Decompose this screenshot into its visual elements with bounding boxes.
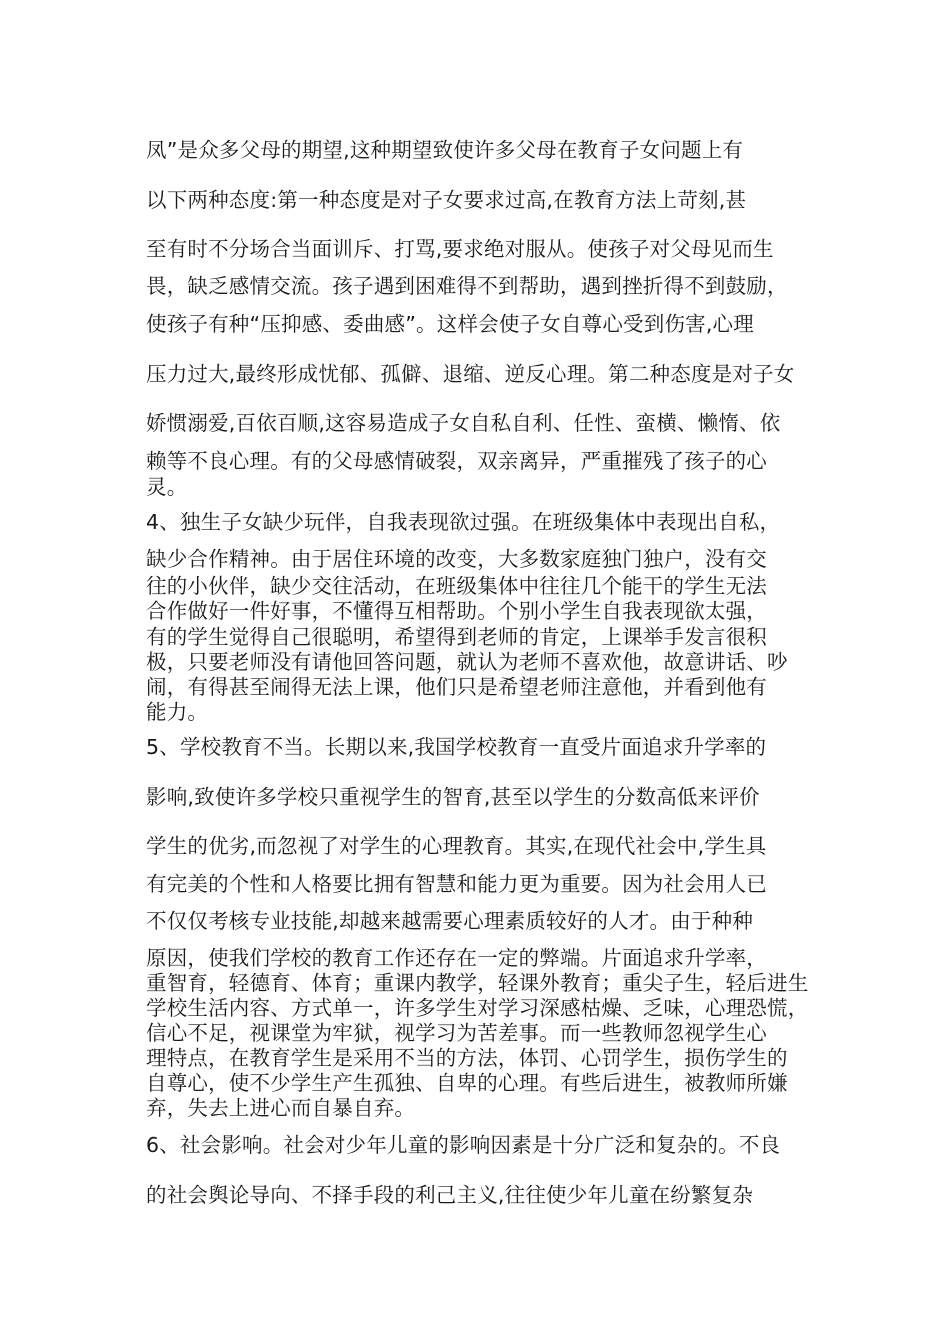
text-line: 学校生活内容、方式单一，许多学生对学习深感枯燥、乏味，心理恐慌， (146, 996, 809, 1020)
text-line: 有的学生觉得自己很聪明，希望得到老师的肯定，上课举手发言很积 (146, 625, 767, 649)
text-line: 重智育，轻德育、体育；重课内教学，轻课外教育；重尖子生，轻后进生 (146, 971, 809, 995)
text-line: 压力过大,最终形成忧郁、孤僻、退缩、逆反心理。第二种态度是对子女 (146, 362, 795, 386)
text-line: 娇惯溺爱,百依百顺,这容易造成子女自私自利、任性、蛮横、懒惰、依 (146, 411, 781, 435)
text-line: 闹，有得甚至闹得无法上课，他们只是希望老师注意他，并看到他有 (146, 675, 767, 699)
text-line: 能力。 (146, 700, 209, 724)
text-line: 灵。 (146, 475, 188, 499)
text-line: 影响,致使许多学校只重视学生的智育,甚至以学生的分数高低来评价 (146, 785, 760, 809)
text-line: 自尊心，使不少学生产生孤独、自卑的心理。有些后进生，被教师所嫌 (146, 1071, 788, 1095)
text-line: 使孩子有种“压抑感、委曲感”。这样会使子女自尊心受到伤害,心理 (146, 312, 754, 336)
text-line: 理特点，在教育学生是采用不当的方法，体罚、心罚学生，损伤学生的 (146, 1046, 788, 1070)
text-line: 极，只要老师没有请他回答问题，就认为老师不喜欢他，故意讲话、吵 (146, 650, 788, 674)
text-line: 畏，缺乏感情交流。孩子遇到困难得不到帮助，遇到挫折得不到鼓励， (146, 274, 788, 298)
text-line: 合作做好一件好事，不懂得互相帮助。个别小学生自我表现欲太强， (146, 599, 767, 623)
text-line: 有完美的个性和人格要比拥有智慧和能力更为重要。因为社会用人已 (146, 872, 767, 896)
section-6-heading: 6、社会影响。社会对少年儿童的影响因素是十分广泛和复杂的。不良 (146, 1133, 781, 1157)
text-line: 原因，使我们学校的教育工作还存在一定的弊端。片面追求升学率， (146, 946, 767, 970)
text-line: 不仅仅考核专业技能,却越来越需要心理素质较好的人才。由于种种 (146, 909, 754, 933)
text-line: 以下两种态度:第一种态度是对子女要求过高,在教育方法上苛刻,甚 (146, 188, 747, 212)
text-line: 凤”是众多父母的期望,这种期望致使许多父母在教育子女问题上有 (146, 138, 744, 162)
text-line: 往的小伙伴，缺少交往活动，在班级集体中往往几个能干的学生无法 (146, 574, 767, 598)
text-line: 信心不足，视课堂为牢狱，视学习为苦差事。而一些教师忽视学生心 (146, 1021, 767, 1045)
text-line: 学生的优劣,而忽视了对学生的心理教育。其实,在现代社会中,学生具 (146, 834, 767, 858)
section-5-heading: 5、学校教育不当。长期以来,我国学校教育一直受片面追求升学率的 (146, 735, 767, 759)
text-line: 赖等不良心理。有的父母感情破裂，双亲离异，严重摧残了孩子的心 (146, 449, 767, 473)
text-line: 弃，失去上进心而自暴自弃。 (146, 1096, 416, 1120)
section-4-heading: 4、独生子女缺少玩伴，自我表现欲过强。在班级集体中表现出自私， (146, 510, 781, 534)
text-line: 至有时不分场合当面训斥、打骂,要求绝对服从。使孩子对父母见而生 (146, 237, 774, 261)
text-line: 的社会舆论导向、不择手段的利己主义,往往使少年儿童在纷繁复杂 (146, 1183, 754, 1207)
text-line: 缺少合作精神。由于居住环境的改变，大多数家庭独门独户，没有交 (146, 547, 767, 571)
